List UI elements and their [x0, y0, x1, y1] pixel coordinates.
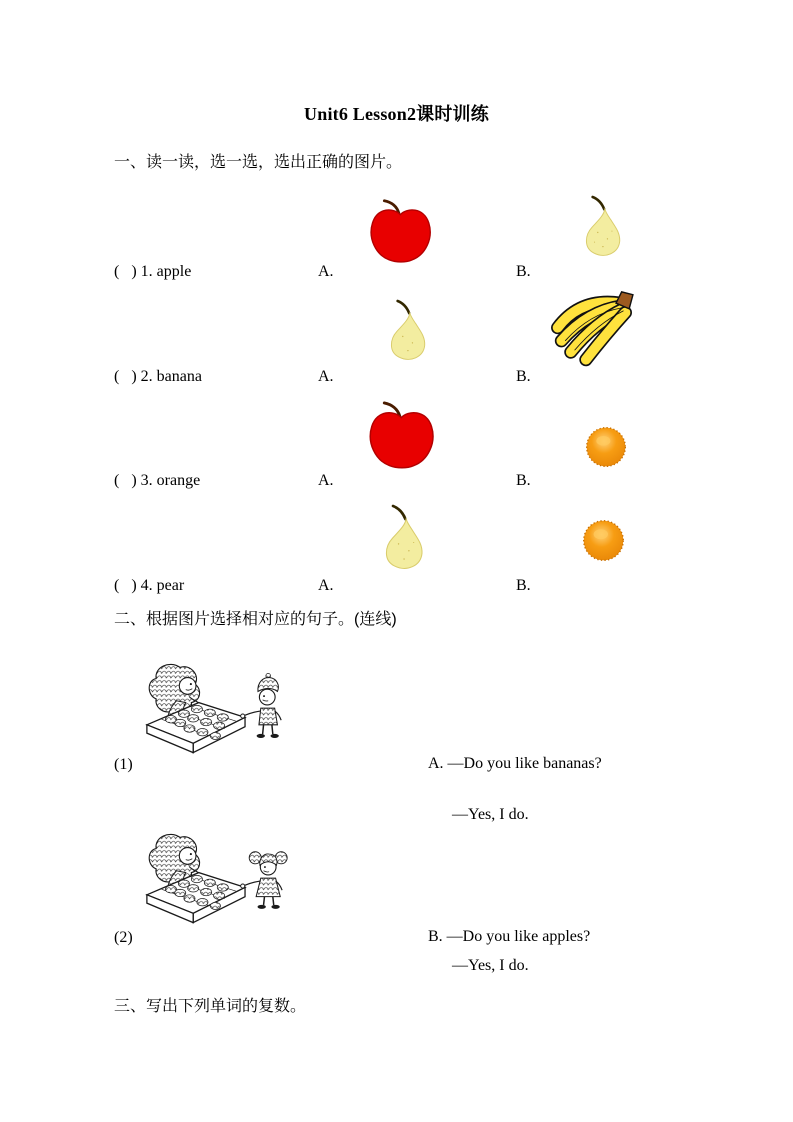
orange-icon	[583, 425, 629, 469]
section2-heading: 二、根据图片选择相对应的句子。(连线)	[114, 611, 397, 628]
orange-icon	[580, 518, 627, 563]
section3-heading: 三、写出下列单词的复数。	[114, 998, 307, 1015]
question-3-option-b-label: B.	[516, 472, 531, 489]
question-1-option-b-label: B.	[516, 263, 531, 280]
apple-icon	[365, 400, 439, 470]
question-3-label: ( ) 3. orange	[114, 472, 201, 489]
question-4-label: ( ) 4. pear	[114, 577, 185, 594]
question-4-option-a-label: A.	[318, 577, 334, 594]
fruit-stand-boy-illustration	[138, 660, 303, 760]
question-4-option-b-label: B.	[516, 577, 531, 594]
apple-icon	[365, 198, 437, 264]
pear-icon	[371, 502, 433, 572]
fruit-stand-girl-illustration	[138, 830, 303, 930]
question-2-option-a-label: A.	[318, 368, 334, 385]
question-3-option-a-label: A.	[318, 472, 334, 489]
sentence-a-line1: A. —Do you like bananas?	[428, 755, 602, 772]
sentence-b-line2: —Yes, I do.	[452, 957, 529, 974]
pear-icon	[572, 193, 630, 259]
item-2-number: (2)	[114, 929, 133, 946]
sentence-b-line1: B. —Do you like apples?	[428, 928, 591, 945]
pear-icon	[377, 297, 435, 363]
page-title: Unit6 Lesson2课时训练	[304, 104, 489, 124]
question-1-label: ( ) 1. apple	[114, 263, 192, 280]
question-2-option-b-label: B.	[516, 368, 531, 385]
item-1-number: (1)	[114, 756, 133, 773]
sentence-a-line2: —Yes, I do.	[452, 806, 529, 823]
question-2-label: ( ) 2. banana	[114, 368, 202, 385]
bananas-icon	[548, 290, 652, 370]
section1-heading: 一、读一读，选一选，选出正确的图片。	[114, 154, 403, 171]
question-1-option-a-label: A.	[318, 263, 334, 280]
